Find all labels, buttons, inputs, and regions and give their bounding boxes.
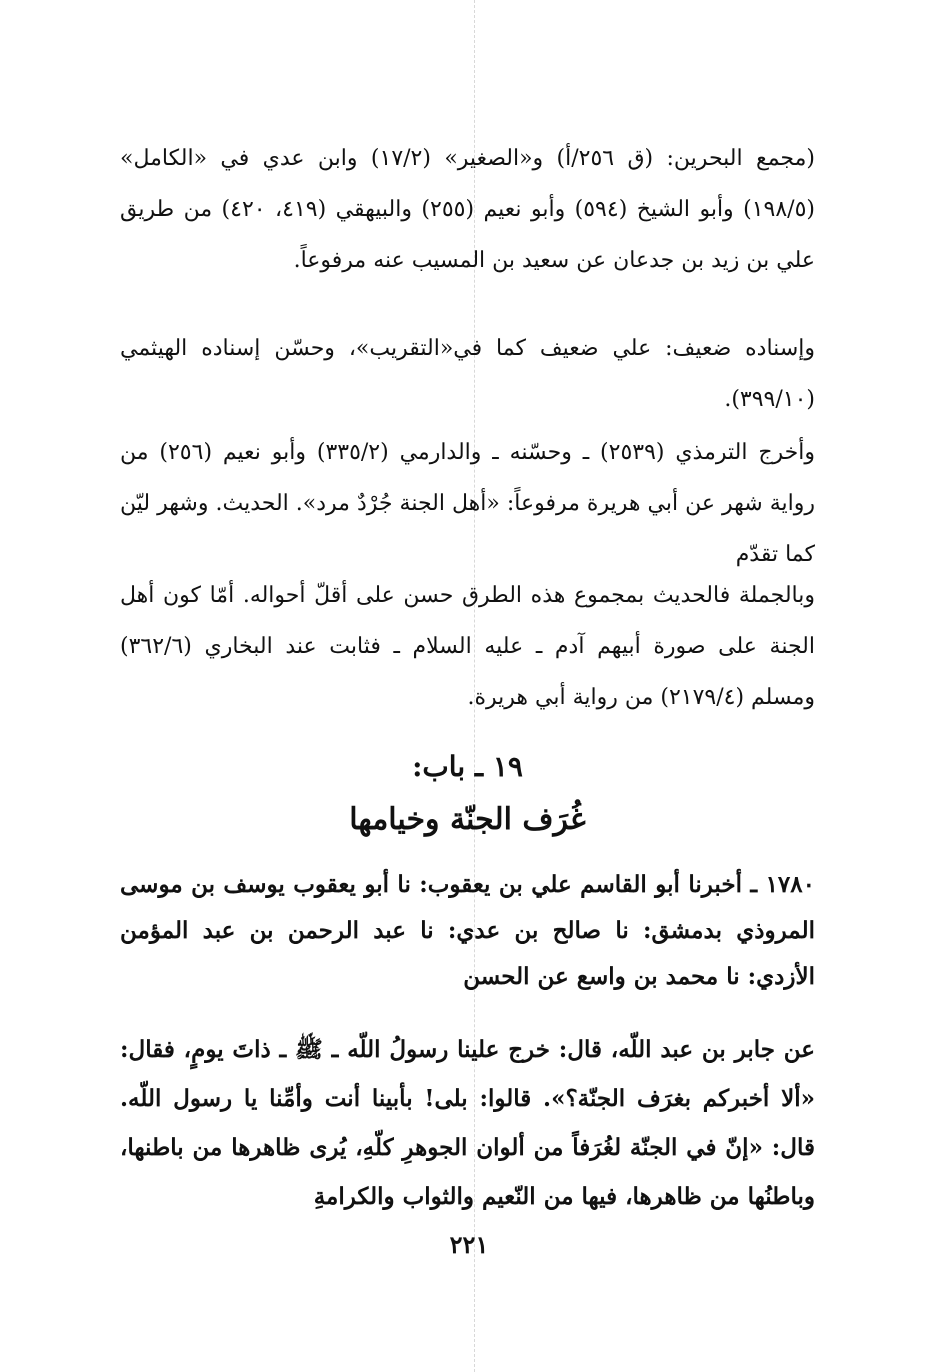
chapter-title: غُرَف الجنّة وخيامها (349, 802, 586, 837)
hadith-text: عن جابر بن عبد اللّه، قال: خرج علينا رسولُ اللّه ـ ﷺ ـ ذاتَ يومٍ، فقال: «ألا أخبركم بغرَف الجنّة؟». قالوا: بلى! بأبينا أنت وأمِّنا يا رسول اللّه. قال: «إنّ في الجنّة لغُرَفاً من ألوان الجوهرِ كلّهِ، يُرى ظاهرها من باطنها، وباطنُها من ظاهرها، فيها من النّعيم والثواب والكرامةِ (120, 1036, 815, 1210)
paragraph-takhrij-1: (مجمع البحرين: (ق ٢٥٦/أ) و«الصغير» (١٧/٢) وابن عدي في «الكامل» (١٩٨/٥) وأبو الشيخ (٥٩٤) وأبو نعيم (٢٥٥) والبيهقي (٤١٩، ٤٢٠) من طريق علي بن زيد بن جدعان عن سعيد بن المسيب عنه مرفوعاً. (120, 146, 815, 273)
paragraph-takhrij-4: وبالجملة فالحديث بمجموع هذه الطرق حسن على أقلّ أحواله. أمّا كون أهل الجنة على صورة أبيهم آدم ـ عليه السلام ـ فثابت عند البخاري (٣٦٢/٦) ومسلم (٢١٧٩/٤) من رواية أبي هريرة. (120, 583, 815, 710)
page-number: ٢٢١ (449, 1230, 489, 1259)
hadith-isnad: ١٧٨٠ ـ أخبرنا أبو القاسم علي بن يعقوب: نا أبو يعقوب يوسف بن موسى المروذي بدمشق: نا صالح بن عدي: نا عبد الرحمن بن عبد المؤمن الأزدي: نا محمد بن واسع عن الحسن (120, 871, 815, 990)
paragraph-takhrij-3: وأخرج الترمذي (٢٥٣٩) ـ وحسّنه ـ والدارمي (٣٣٥/٢) وأبو نعيم (٢٥٦) من رواية شهر عن أبي هريرة مرفوعاً: «أهل الجنة جُرْدٌ مرد». الحديث. وشهر ليّن كما تقدّم (120, 440, 816, 567)
chapter-heading: ١٩ ـ باب: (412, 750, 523, 783)
paragraph-takhrij-2: وإسناده ضعيف: علي ضعيف كما في«التقريب»، وحسّن إسناده الهيثمي (٣٩٩/١٠). (120, 336, 815, 412)
